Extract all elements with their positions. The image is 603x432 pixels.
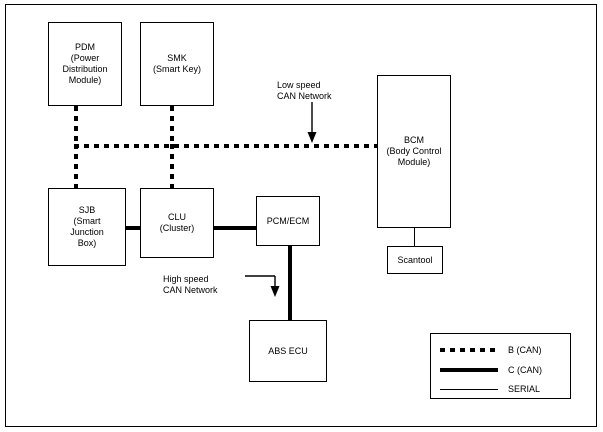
node-bcm[interactable] [377,75,451,228]
legend-row-serial [440,384,540,394]
legend-label-b-can: B (CAN) [508,345,542,355]
legend-dotted-line-icon [440,348,498,352]
node-smk-label: SMK (Smart Key) [152,53,201,74]
node-abs-ecu-label: ABS ECU [268,345,308,356]
legend-thick-line-icon [440,368,498,372]
node-pcm-ecm[interactable] [256,196,320,246]
c-can-clu-pcm [214,226,256,230]
legend-label-c-can: C (CAN) [508,365,542,375]
node-sjb[interactable] [48,188,126,266]
legend-row-c-can [440,365,542,375]
node-pdm-label: PDM (Power Distribution Module) [62,42,108,85]
low-speed-arrow [300,102,324,144]
legend-label-serial: SERIAL [508,384,541,394]
serial-bcm-scantool [414,228,415,246]
b-can-clu-drop [170,144,174,188]
b-can-pdm-drop [74,106,78,148]
legend-thin-line-icon [440,389,498,390]
node-clu[interactable] [140,188,214,258]
b-can-sjb-drop [74,144,78,188]
node-abs-ecu[interactable] [249,320,327,382]
node-scantool[interactable] [387,246,443,274]
high-speed-arrow [245,272,289,298]
node-pdm[interactable] [48,22,122,106]
legend-box [430,333,571,399]
node-bcm-label: BCM (Body Control Module) [386,135,442,167]
node-clu-label: CLU (Cluster) [159,212,195,233]
b-can-bus-line [74,144,383,148]
annotation-high-speed: High speed CAN Network [163,274,218,295]
node-scantool-label: Scantool [397,254,433,265]
node-pcm-ecm-label: PCM/ECM [266,215,310,226]
annotation-low-speed: Low speed CAN Network [277,80,332,101]
node-smk[interactable] [140,22,214,106]
legend-row-b-can [440,345,542,355]
node-sjb-label: SJB (Smart Junction Box) [70,205,104,248]
b-can-smk-drop [170,106,174,148]
